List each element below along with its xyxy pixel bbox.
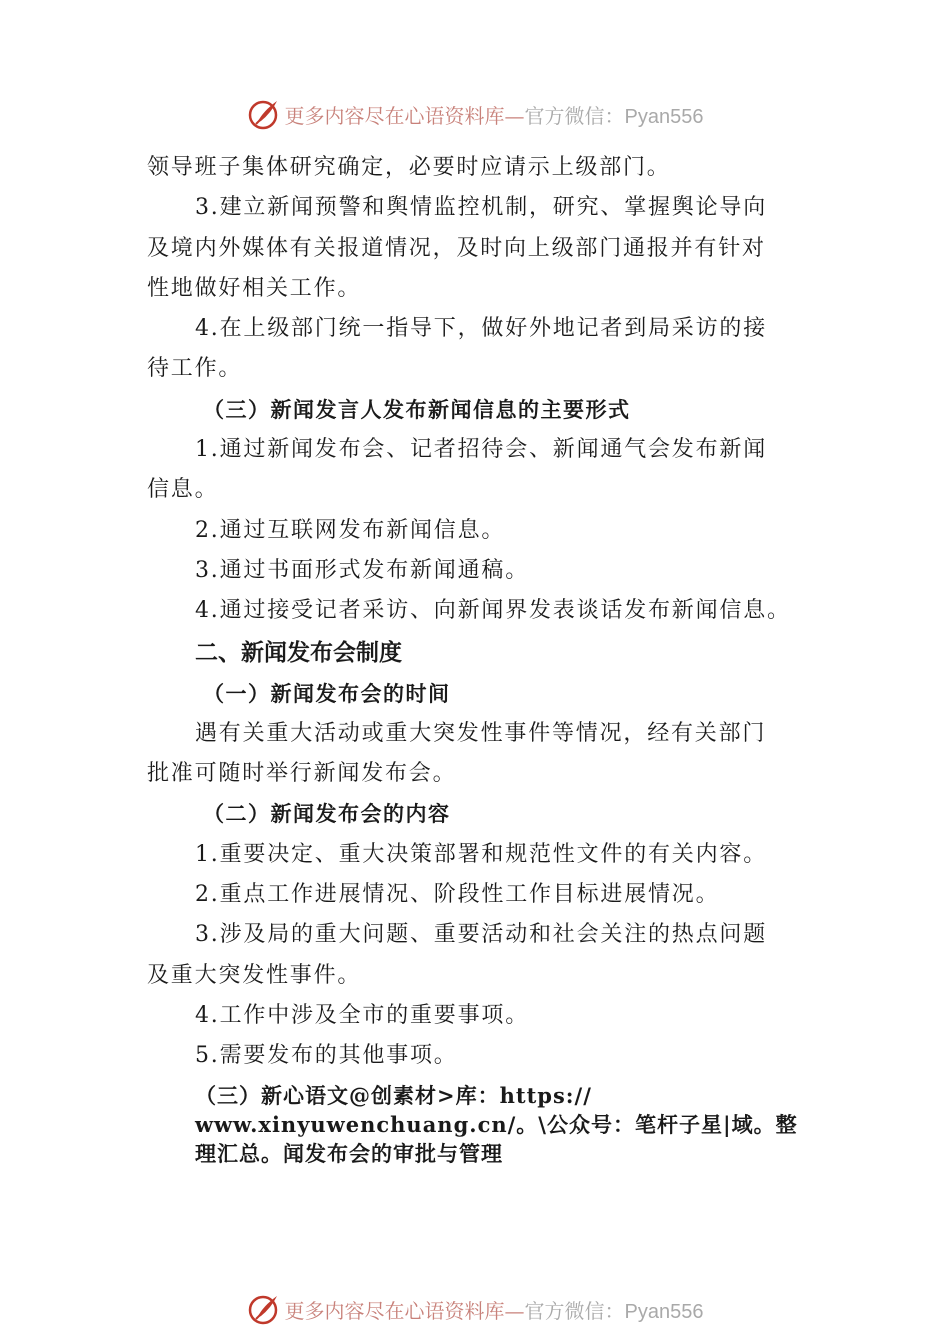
paragraph-line: 批准可随时举行新闻发布会。 <box>147 761 457 787</box>
watermark-header <box>0 96 950 132</box>
paragraph-line: 性地做好相关工作。 <box>147 275 362 301</box>
paragraph-line: 1.通过新闻发布会、记者招待会、新闻通气会发布新闻 <box>195 437 767 463</box>
paragraph-line: 信息。 <box>147 477 219 503</box>
final-subheading-line: （三）新心语文@创素材>库：https:// <box>195 1082 592 1108</box>
final-subheading <box>147 1081 807 1168</box>
paragraph-line: 遇有关重大活动或重大突发性事件等情况，经有关部门 <box>195 720 767 746</box>
subheading: （三）新闻发言人发布新闻信息的主要形式 <box>203 396 631 422</box>
paragraph-line: 4.通过接受记者采访、向新闻界发表谈话发布新闻信息。 <box>195 598 791 624</box>
paragraph-line: 4.工作中涉及全市的重要事项。 <box>195 1002 529 1028</box>
subheading: （一）新闻发布会的时间 <box>203 680 451 706</box>
paragraph-line: 3.建立新闻预警和舆情监控机制，研究、掌握舆论导向 <box>195 195 767 221</box>
paragraph-line: 5.需要发布的其他事项。 <box>195 1043 458 1069</box>
paragraph-line: 领导班子集体研究确定，必要时应请示上级部门。 <box>147 155 671 180</box>
watermark-dash: — <box>504 1298 525 1323</box>
watermark-brand: 更多内容尽在心语资料库 <box>284 1298 505 1323</box>
quill-logo-icon <box>247 1292 281 1326</box>
paragraph-line: 1.重要决定、重大决策部署和规范性文件的有关内容。 <box>195 841 767 867</box>
final-subheading-line: 理汇总。闻发布会的审批与管理 <box>195 1140 503 1166</box>
paragraph-line: 2.通过互联网发布新闻信息。 <box>195 517 506 543</box>
section-heading: 二、新闻发布会制度 <box>195 639 402 666</box>
document-body <box>147 148 807 1168</box>
watermark-wechat-label: 官方微信： <box>524 1298 625 1323</box>
subheading: （二）新闻发布会的内容 <box>203 801 451 827</box>
final-subheading-line: www.xinyuwenchuang.cn/。\公众号：笔杆子星|域。整 <box>195 1111 798 1137</box>
paragraph-line: 及重大突发性事件。 <box>147 962 362 988</box>
quill-logo-icon <box>247 97 281 131</box>
paragraph-line: 3.涉及局的重大问题、重要活动和社会关注的热点问题 <box>195 922 767 948</box>
paragraph-line: 及境内外媒体有关报道情况，及时向上级部门通报并有针对 <box>147 235 766 261</box>
watermark-wechat-id: Pyan556 <box>624 1300 704 1323</box>
paragraph-line: 2.重点工作进展情况、阶段性工作目标进展情况。 <box>195 882 720 908</box>
paragraph-line: 待工作。 <box>147 356 243 382</box>
paragraph-line: 3.通过书面形式发布新闻通稿。 <box>195 557 529 583</box>
watermark-wechat-label: 官方微信： <box>524 103 625 128</box>
watermark-footer <box>0 1291 950 1327</box>
watermark-brand: 更多内容尽在心语资料库 <box>284 103 505 128</box>
watermark-wechat-id: Pyan556 <box>624 105 704 128</box>
paragraph-line: 4.在上级部门统一指导下，做好外地记者到局采访的接 <box>195 316 767 342</box>
watermark-dash: — <box>504 103 525 128</box>
